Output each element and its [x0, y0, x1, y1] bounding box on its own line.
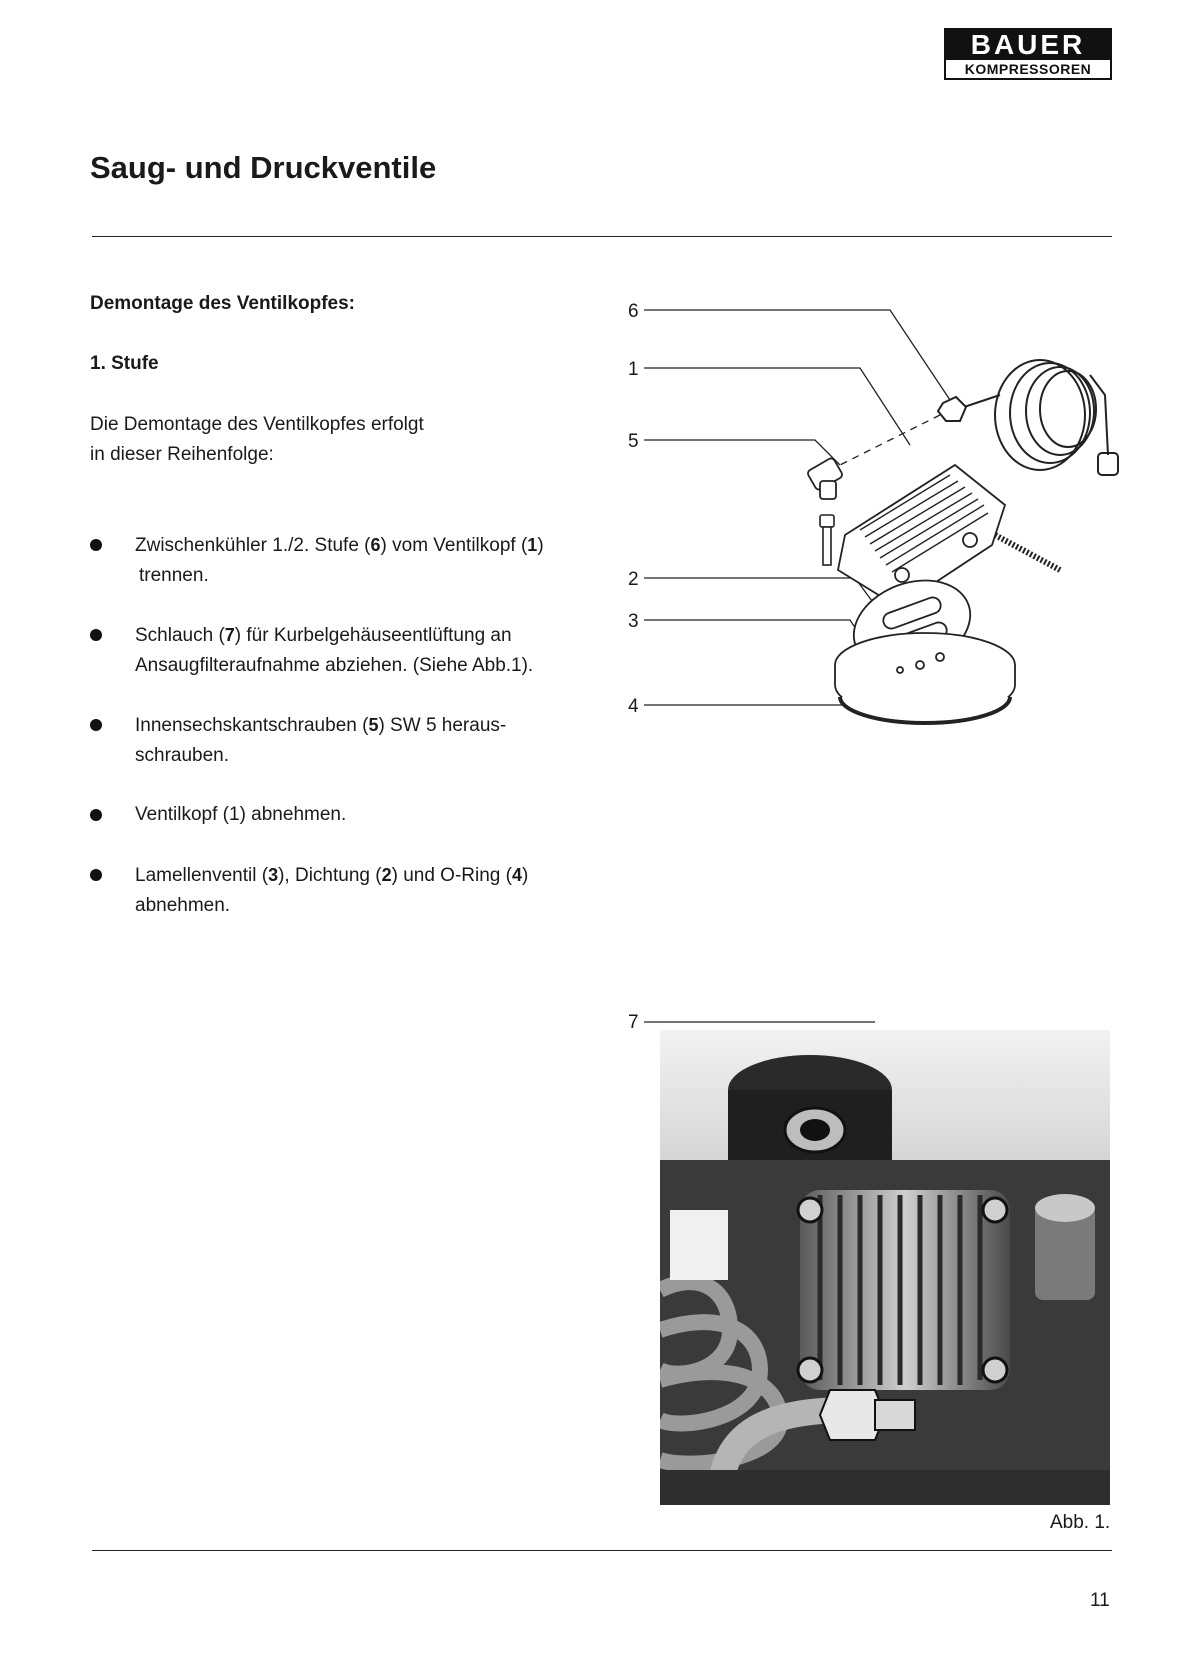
- step-3-line-1: Innensechskantschrauben (5) SW 5 heraus-: [135, 715, 507, 736]
- logo-brand: BAUER: [946, 30, 1110, 60]
- diagram-label-2: 2: [628, 569, 639, 590]
- photo-label-7: 7: [628, 1012, 639, 1033]
- bauer-logo: [944, 28, 1112, 80]
- diagram-label-5: 5: [628, 431, 639, 452]
- step-1-line-2: trennen.: [139, 565, 209, 586]
- page-number: 11: [1090, 1590, 1110, 1611]
- step-2-line-1: Schlauch (7) für Kurbelgehäuseentlüftung an: [135, 625, 512, 646]
- bullet-icon: [90, 719, 102, 731]
- step-2-line-2: Ansaugfilteraufnahme abziehen. (Siehe Abb.1).: [135, 655, 534, 676]
- figure-caption: Abb. 1.: [1050, 1512, 1111, 1533]
- diagram-label-6: 6: [628, 301, 639, 322]
- step-item-2: [90, 620, 610, 681]
- top-rule: [92, 236, 1112, 237]
- intro-line-1: Die Demontage des Ventilkopfes erfolgt: [90, 414, 424, 435]
- bullet-icon: [90, 809, 102, 821]
- stage-heading: 1. Stufe: [90, 353, 159, 374]
- step-1-line-1: Zwischenkühler 1./2. Stufe (6) vom Ventilkopf (1): [135, 535, 544, 556]
- section-heading: Demontage des Ventilkopfes:: [90, 293, 356, 314]
- intro-paragraph: [90, 410, 590, 470]
- bullet-icon: [90, 869, 102, 881]
- compressor-photo: [660, 1030, 1110, 1505]
- intro-line-2: in dieser Reihenfolge:: [90, 444, 274, 465]
- cylinder-o-ring-icon: [835, 633, 1015, 723]
- hex-screw-icon: [820, 515, 834, 565]
- step-4-line-1: Ventilkopf (1) abnehmen.: [135, 804, 347, 825]
- intercooler-coil-icon: [938, 360, 1118, 475]
- bullet-icon: [90, 629, 102, 641]
- step-5-line-2: abnehmen.: [135, 895, 231, 916]
- valve-head-exploded-diagram: [620, 285, 1140, 725]
- page-title: Saug- und Druckventile: [90, 150, 437, 185]
- diagram-label-1: 1: [628, 359, 639, 380]
- step-item-1: [90, 530, 610, 591]
- bottom-rule: [92, 1550, 1112, 1551]
- bullet-icon: [90, 539, 102, 551]
- logo-subtitle: KOMPRESSOREN: [964, 61, 1092, 77]
- step-3-line-2: schrauben.: [135, 745, 230, 766]
- step-item-4: [90, 800, 610, 830]
- diagram-label-4: 4: [628, 696, 639, 717]
- step-item-3: [90, 710, 610, 771]
- step-5-line-1: Lamellenventil (3), Dichtung (2) und O-Ring (4): [135, 865, 529, 886]
- step-item-5: [90, 860, 610, 921]
- diagram-label-3: 3: [628, 611, 639, 632]
